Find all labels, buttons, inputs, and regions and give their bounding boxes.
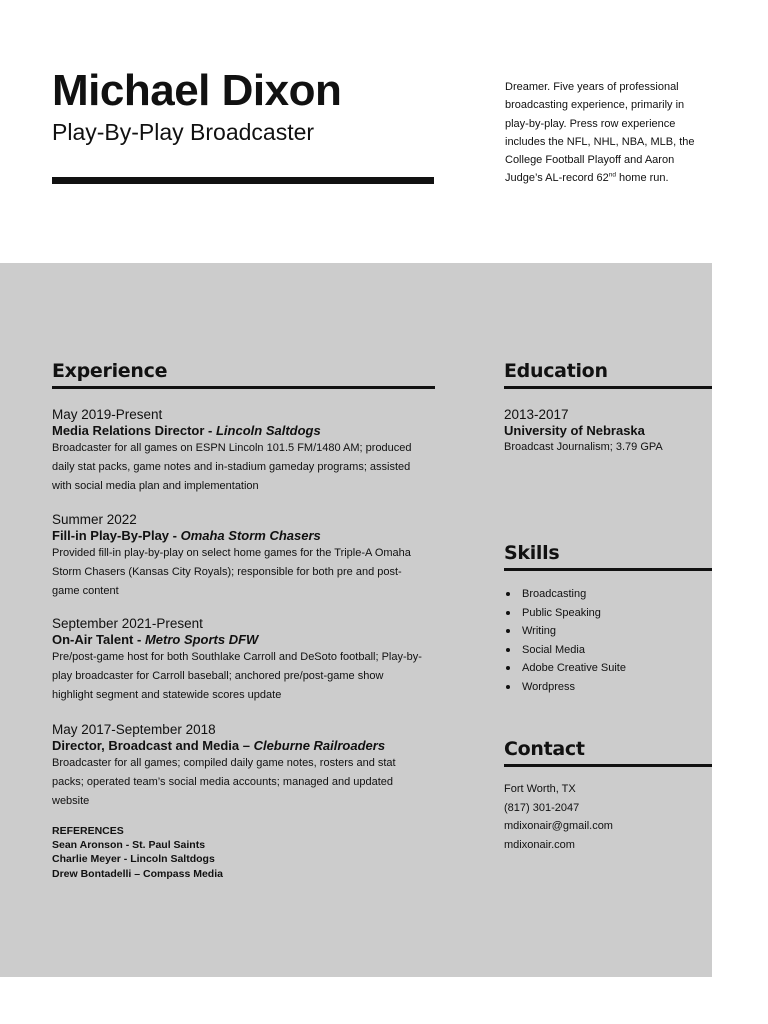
job-position: Fill-in Play-By-Play - (52, 528, 181, 543)
skill-item: Wordpress (504, 678, 626, 697)
job-title (52, 528, 422, 544)
job-organization: Metro Sports DFW (144, 632, 259, 647)
contact-email: mdixonair@gmail.com (504, 820, 613, 832)
skills-rule (504, 568, 712, 571)
contact-location: Fort Worth, TX (504, 783, 576, 795)
summary-text: Dreamer. Five years of professional broadcasting experience, primarily in play-by-play. Press row experience includes the NFL, NHL, NBA, MLB, the College Football Playoff and Aaron Judge’s AL-record 62 (505, 81, 695, 185)
job-description: Broadcaster for all games on ESPN Lincoln 101.5 FM/1480 AM; produced daily stat packs, game notes and in-stadium gameday programs; assisted with social media plan and implementation (52, 442, 412, 492)
job-date: May 2017-September 2018 (52, 722, 216, 737)
job-description: Provided fill-in play-by-play on select home games for the Triple-A Omaha Storm Chasers (Kansas City Royals); responsible for both pre and post-game content (52, 547, 411, 597)
job-position: Media Relations Director - (52, 423, 216, 438)
references-heading: REFERENCES (52, 825, 124, 837)
job-entry (52, 615, 422, 705)
skills-heading: Skills (504, 542, 560, 564)
reference-item: Drew Bontadelli – Compass Media (52, 867, 223, 880)
contact-rule (504, 764, 712, 767)
contact-website: mdixonair.com (504, 838, 575, 851)
skill-item: Broadcasting (504, 585, 626, 604)
education-school: University of Nebraska (504, 423, 645, 438)
summary-paragraph (505, 78, 705, 188)
job-title (52, 423, 422, 439)
skill-item: Adobe Creative Suite (504, 659, 626, 678)
title-divider (52, 177, 434, 184)
experience-heading: Experience (52, 360, 168, 382)
references-block (52, 824, 223, 881)
education-heading: Education (504, 360, 608, 382)
job-title (52, 632, 422, 648)
resume-name: Michael Dixon (52, 66, 342, 115)
job-entry (52, 406, 422, 496)
job-organization: Cleburne Railroaders (253, 738, 386, 753)
job-position: Director, Broadcast and Media – (52, 738, 254, 753)
job-date: May 2019-Present (52, 407, 163, 422)
contact-heading: Contact (504, 738, 585, 760)
resume-role: Play-By-Play Broadcaster (52, 119, 315, 145)
education-date: 2013-2017 (504, 407, 569, 422)
job-entry (52, 511, 422, 601)
contact-block (504, 780, 613, 854)
summary-text-end: home run. (616, 172, 669, 185)
job-description: Pre/post-game host for both Southlake Carroll and DeSoto football; Play-by-play broadcaster for Carroll baseball; anchored pre/post-game show highlight segment and statewide scores update (52, 651, 422, 701)
education-rule (504, 386, 712, 389)
skill-item: Public Speaking (504, 604, 626, 623)
summary-superscript: nd (608, 171, 616, 179)
contact-phone: (817) 301-2047 (504, 801, 580, 814)
skill-item: Writing (504, 622, 626, 641)
education-entry (504, 406, 704, 455)
job-organization: Omaha Storm Chasers (180, 528, 321, 543)
job-entry (52, 721, 422, 811)
job-date: Summer 2022 (52, 512, 137, 527)
job-organization: Lincoln Saltdogs (215, 423, 321, 438)
education-detail: Broadcast Journalism; 3.79 GPA (504, 441, 663, 453)
skills-list (504, 585, 626, 697)
reference-item: Charlie Meyer - Lincoln Saltdogs (52, 853, 215, 866)
job-description: Broadcaster for all games; compiled daily game notes, rosters and stat packs; operated team’s social media accounts; managed and updated website (52, 757, 396, 807)
reference-item: Sean Aronson - St. Paul Saints (52, 839, 206, 852)
experience-rule (52, 386, 435, 389)
job-date: September 2021-Present (52, 616, 203, 631)
job-position: On-Air Talent - (52, 632, 145, 647)
job-title (52, 738, 422, 754)
skill-item: Social Media (504, 641, 626, 660)
